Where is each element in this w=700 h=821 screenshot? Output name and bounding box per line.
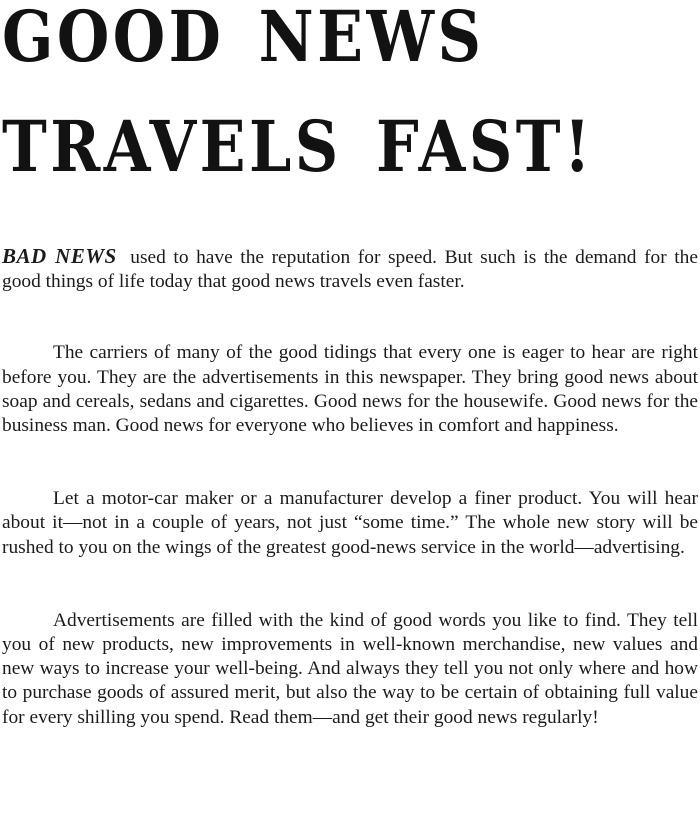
headline-word-travels: TRAVELS [2,105,342,188]
paragraph-4: Advertisements are filled with the kind of good words you like to find. They tell you of new products, new improvements in well-known merchandise, new values and new ways to increase your well-being. And always they tell you not only where and how to purchase goods of assured merit, but also the way to be certain of obtaining full value for every shilling you spend. Read them—and get their good news regularly! [2,609,698,728]
headline-line-2 [2,92,656,202]
headline [2,0,700,202]
paragraph-2: The carriers of many of the good tidings that every one is eager to hear are right before you. They are the advertisements in this newspaper. They bring good news about soap and cereals, sedans and cigarettes. Good news for the housewife. Good news for the business man. Good news for everyone who believes in comfort and happiness. [2,342,698,437]
paragraph-3: Let a motor-car maker or a manufacturer develop a finer product. You will hear about it—not in a couple of years, not just “some time.” The whole new story will be rushed to you on the wings of the greatest good-news service in the world—advertising. [2,488,698,558]
headline-line-1 [2,0,656,92]
paragraph-1-lead-in: BAD NEWS [2,244,117,268]
article-body [2,244,698,779]
paragraph-1 [2,244,698,294]
paragraph-1-text: used to have the reputation for speed. But such is the demand for the good things of life today that good news travels even faster. [2,247,698,293]
headline-word-good: GOOD [2,0,225,78]
headline-word-news: NEWS [258,0,485,78]
headline-word-fast: FAST! [376,105,594,188]
